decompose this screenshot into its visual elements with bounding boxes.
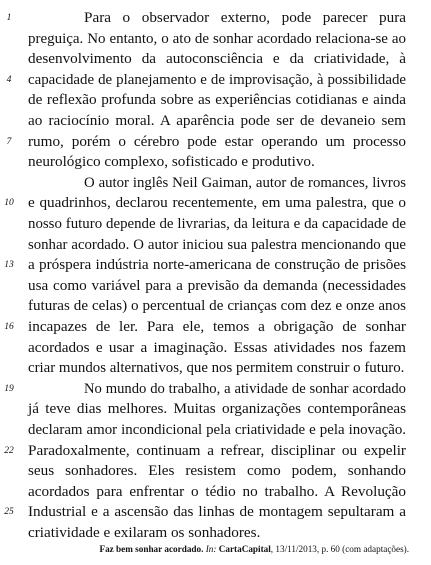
source-details: , 13/11/2013, p. 60 (com adaptações). <box>270 544 409 554</box>
text-line: acordados e usar a imaginação. Essas atividades nos fazem <box>28 338 406 356</box>
line-number: 10 <box>4 198 14 209</box>
text-line: a próspera indústria norte-americana de construção de prisões <box>28 256 406 274</box>
line-number: 22 <box>4 445 14 456</box>
text-line: já teve dias melhores. Muitas organizações contemporâneas <box>28 400 406 418</box>
text-line: acordados para enfrentar o tédio no trabalho. A Revolução <box>28 482 406 500</box>
text-line: rumo, porém o cérebro pode estar operando um processo <box>28 132 406 150</box>
text-line: criar mundos alternativos, que nos permitem construir o futuro. <box>28 360 405 377</box>
text-line: incapazes de ler. Para ele, temos a obrigação de sonhar <box>28 318 406 335</box>
line-number: 4 <box>6 74 12 85</box>
line-number: 13 <box>4 260 14 271</box>
source-in-label: In: <box>205 544 217 554</box>
line-number: 7 <box>6 136 12 147</box>
text-line: desenvolvimento da autoconsciência e da criatividade, à <box>28 50 406 68</box>
text-line: de reflexão profunda sobre as experiências cotidianas e ainda <box>28 91 406 109</box>
source-title: Faz bem sonhar acordado. <box>99 544 204 554</box>
text-line: capacidade de planejamento e de improvisação, à possibilidade <box>28 71 406 88</box>
text-line: Paradoxalmente, continuam a refrear, disciplinar ou expelir <box>28 441 406 459</box>
text-line: seus sonhadores. Eles resistem como podem, sonhando <box>28 462 406 480</box>
text-line: futuras de celas) o percentual de crianças com dez e onze anos <box>28 298 406 315</box>
text-line: Industrial e a ascensão das linhas de montagem sepultaram a <box>28 503 406 521</box>
text-line: neurológico complexo, sofisticado e produtivo. <box>28 153 315 171</box>
line-number: 19 <box>4 383 14 394</box>
line-number: 25 <box>4 507 14 518</box>
text-line: O autor inglês Neil Gaiman, autor de romances, livros <box>84 174 406 191</box>
source-citation <box>99 543 409 555</box>
text-line: No mundo do trabalho, a atividade de sonhar acordado <box>84 380 406 397</box>
text-line: criatividade e exilaram os sonhadores. <box>28 524 261 541</box>
text-line: ao raciocínio moral. A aparência pode ser de devaneio sem <box>28 112 406 129</box>
text-line: preguiça. No entanto, o ato de sonhar acordado relaciona-se ao <box>28 30 406 47</box>
line-number: 16 <box>4 322 14 332</box>
text-line: sonhar acordado. O autor iniciou sua palestra mencionando que <box>28 236 406 253</box>
text-line: usa como variável para a previsão da demanda (necessidades <box>28 276 406 294</box>
source-publication: CartaCapital <box>218 544 271 554</box>
text-line: e quadrinhos, declarou recentemente, em uma palestra, que o <box>28 194 406 212</box>
line-number: 1 <box>6 13 12 23</box>
text-line: Para o observador externo, pode parecer pura <box>84 9 406 26</box>
text-line: nosso futuro depende de livrarias, da leitura e da capacidade de <box>28 216 406 232</box>
text-line: declaram amor incondicional pela criatividade e pela inovação. <box>28 422 406 438</box>
